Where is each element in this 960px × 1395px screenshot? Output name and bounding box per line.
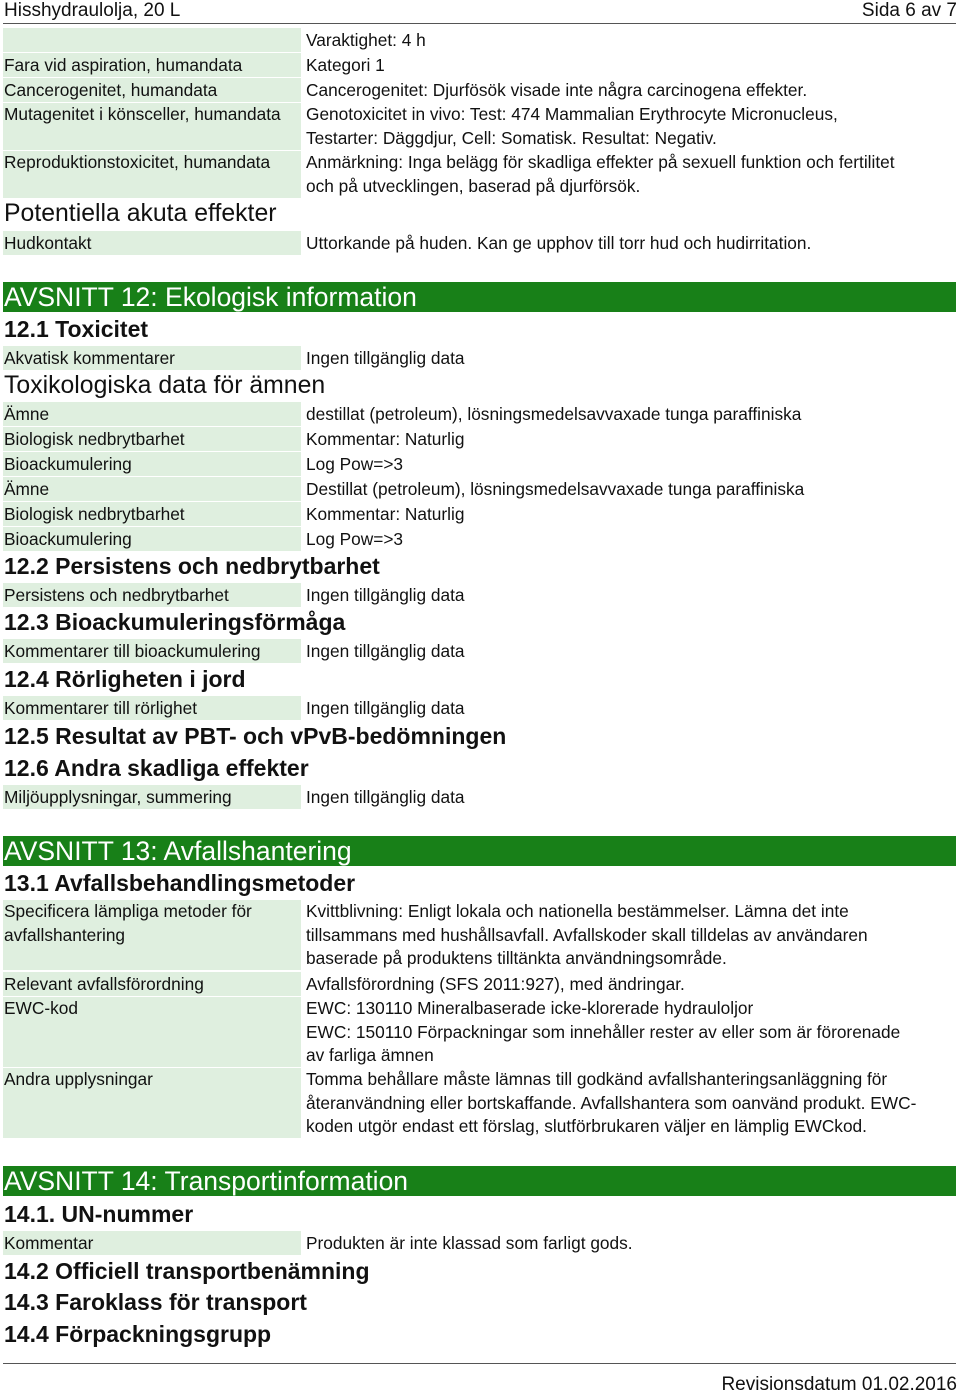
value-line: Anmärkning: Inga belägg för skadliga effekter på sexuell funktion och fertilitet [306, 152, 895, 172]
row-disposal-methods [3, 900, 956, 970]
subsection-heading-12-6: 12.6 Andra skadliga effekter [4, 755, 309, 781]
disposal-methods-label [3, 900, 301, 970]
biodegradability-label: Biologisk nedbrytbarhet [3, 502, 301, 526]
environment-summary-value: Ingen tillgänglig data [306, 787, 465, 807]
section-14-bar: AVSNITT 14: Transportinformation [3, 1166, 956, 1196]
environment-summary-label: Miljöupplysningar, summering [3, 785, 301, 809]
aspiration-value: Kategori 1 [306, 55, 385, 75]
aquatic-comments-value: Ingen tillgänglig data [306, 348, 465, 368]
header-rule [3, 23, 956, 24]
bioaccumulation-value: Log Pow=>3 [306, 454, 404, 474]
row-mutagenicity [3, 103, 956, 150]
row-biodegradability [3, 502, 956, 526]
row-ewc-code [3, 997, 956, 1067]
empty-label [3, 28, 301, 52]
bioaccumulation-label: Bioackumulering [3, 527, 301, 551]
subsection-heading-14-4: 14.4 Förpackningsgrupp [4, 1321, 272, 1347]
row-aquatic-comments [3, 346, 956, 370]
footer-rule [3, 1363, 956, 1364]
skin-contact-value: Uttorkande på huden. Kan ge upphov till torr hud och hudirritation. [306, 233, 812, 253]
mobility-comments-value: Ingen tillgänglig data [306, 698, 465, 718]
subsection-heading-12-5: 12.5 Resultat av PBT- och vPvB-bedömningen [4, 723, 507, 749]
subsection-heading-12-2: 12.2 Persistens och nedbrytbarhet [4, 553, 380, 579]
row-waste-regulation [3, 972, 956, 996]
value-line: Genotoxicitet in vivo: Test: 474 Mammalian Erythrocyte Micronucleus, [306, 104, 838, 124]
subsection-heading-12-1: 12.1 Toxicitet [4, 316, 149, 342]
document-title: Hisshydraulolja, 20 L [4, 0, 181, 21]
value-line: baserade på produktens tilltänkta användningsområde. [306, 948, 727, 968]
waste-regulation-value: Avfallsförordning (SFS 2011:927), med ändringar. [306, 974, 685, 994]
revision-date: Revisionsdatum 01.02.2016 [721, 1374, 957, 1395]
substance-label: Ämne [3, 402, 301, 426]
value-line: av farliga ämnen [306, 1045, 434, 1065]
row-bioaccumulation-comments [3, 639, 956, 663]
transport-comment-label: Kommentar [3, 1231, 301, 1255]
value-line: Kvittblivning: Enligt lokala och nationella bestämmelser. Lämna det inte [306, 901, 849, 921]
row-mobility-comments [3, 696, 956, 720]
other-information-value [306, 1068, 916, 1139]
aquatic-comments-label: Akvatisk kommentarer [3, 346, 301, 370]
value-line: Tomma behållare måste lämnas till godkänd avfallshanteringsanläggning för [306, 1069, 888, 1089]
biodegradability-value: Kommentar: Naturlig [306, 429, 465, 449]
row-transport-comment [3, 1231, 956, 1255]
subsection-heading-14-2: 14.2 Officiell transportbenämning [4, 1258, 370, 1284]
row-substance [3, 477, 956, 501]
value-line: EWC: 150110 Förpackningar som innehåller rester av eller som är förorenade [306, 1021, 901, 1042]
carcinogenicity-value: Cancerogenitet: Djurfösök visade inte några carcinogena effekter. [306, 80, 808, 100]
transport-comment-value: Produkten är inte klassad som farligt gods. [306, 1233, 633, 1253]
carcinogenicity-label: Cancerogenitet, humandata [3, 78, 301, 102]
subsection-heading-12-4: 12.4 Rörligheten i jord [4, 666, 246, 692]
ewc-code-value [306, 997, 900, 1068]
skin-contact-label: Hudkontakt [3, 231, 301, 255]
biodegradability-label: Biologisk nedbrytbarhet [3, 427, 301, 451]
row-other-information [3, 1068, 956, 1138]
disposal-methods-value [306, 900, 868, 971]
substance-value: Destillat (petroleum), lösningsmedelsavvaxade tunga paraffiniska [306, 479, 805, 499]
value-line: återanvändning eller bortskaffande. Avfallshantera som oanvänd produkt. EWC- [306, 1092, 917, 1113]
row-bioaccumulation [3, 452, 956, 476]
row-aspiration [3, 53, 956, 77]
label-line: Specificera lämpliga metoder för [4, 901, 252, 921]
aspiration-label: Fara vid aspiration, humandata [3, 53, 301, 77]
section-12-bar: AVSNITT 12: Ekologisk information [3, 282, 956, 312]
substance-value: destillat (petroleum), lösningsmedelsavvaxade tunga paraffiniska [306, 404, 802, 424]
subsection-heading-13-1: 13.1 Avfallsbehandlingsmetoder [4, 870, 356, 896]
row-environment-summary [3, 785, 956, 809]
row-skin-contact [3, 231, 956, 255]
row-substance [3, 402, 956, 426]
page-number: Sida 6 av 7 [861, 0, 957, 21]
row-biodegradability [3, 427, 956, 451]
row-persistence [3, 583, 956, 607]
reproductive-toxicity-value [306, 151, 895, 198]
bioaccumulation-comments-label: Kommentarer till bioackumulering [3, 639, 301, 663]
subsection-heading-12-3: 12.3 Bioackumuleringsförmåga [4, 609, 346, 635]
acute-effects-heading: Potentiella akuta effekter [4, 200, 277, 227]
persistence-value: Ingen tillgänglig data [306, 585, 465, 605]
substance-label: Ämne [3, 477, 301, 501]
substances-heading: Toxikologiska data för ämnen [4, 372, 326, 399]
ewc-code-label: EWC-kod [3, 997, 301, 1067]
bioaccumulation-comments-value: Ingen tillgänglig data [306, 641, 465, 661]
biodegradability-value: Kommentar: Naturlig [306, 504, 465, 524]
duration-value: Varaktighet: 4 h [306, 30, 426, 50]
bioaccumulation-value: Log Pow=>3 [306, 529, 404, 549]
persistence-label: Persistens och nedbrytbarhet [3, 583, 301, 607]
bioaccumulation-label: Bioackumulering [3, 452, 301, 476]
row-duration [3, 28, 956, 52]
reproductive-toxicity-label: Reproduktionstoxicitet, humandata [3, 151, 301, 198]
value-line: koden utgör endast ett förslag, slutförbrukaren väljer en lämplig EWCkod. [306, 1116, 867, 1136]
other-information-label: Andra upplysningar [3, 1068, 301, 1138]
row-reproductive-toxicity [3, 151, 956, 198]
mobility-comments-label: Kommentarer till rörlighet [3, 696, 301, 720]
label-line: avfallshantering [4, 924, 126, 945]
subsection-heading-14-3: 14.3 Faroklass för transport [4, 1289, 307, 1315]
mutagenicity-label: Mutagenitet i könsceller, humandata [3, 103, 301, 150]
value-line: Testarter: Däggdjur, Cell: Somatisk. Resultat: Negativ. [306, 127, 717, 148]
row-carcinogenicity [3, 78, 956, 102]
section-13-bar: AVSNITT 13: Avfallshantering [3, 836, 956, 866]
row-bioaccumulation [3, 527, 956, 551]
value-line: och på utvecklingen, baserad på djurförsök. [306, 175, 641, 196]
value-line: tillsammans med hushållsavfall. Avfallskoder skall tilldelas av användaren [306, 924, 868, 945]
subsection-heading-14-1: 14.1. UN-nummer [4, 1201, 194, 1227]
value-line: EWC: 130110 Mineralbaserade icke-klorerade hydrauloljor [306, 998, 754, 1018]
waste-regulation-label: Relevant avfallsförordning [3, 972, 301, 996]
mutagenicity-value [306, 103, 838, 150]
